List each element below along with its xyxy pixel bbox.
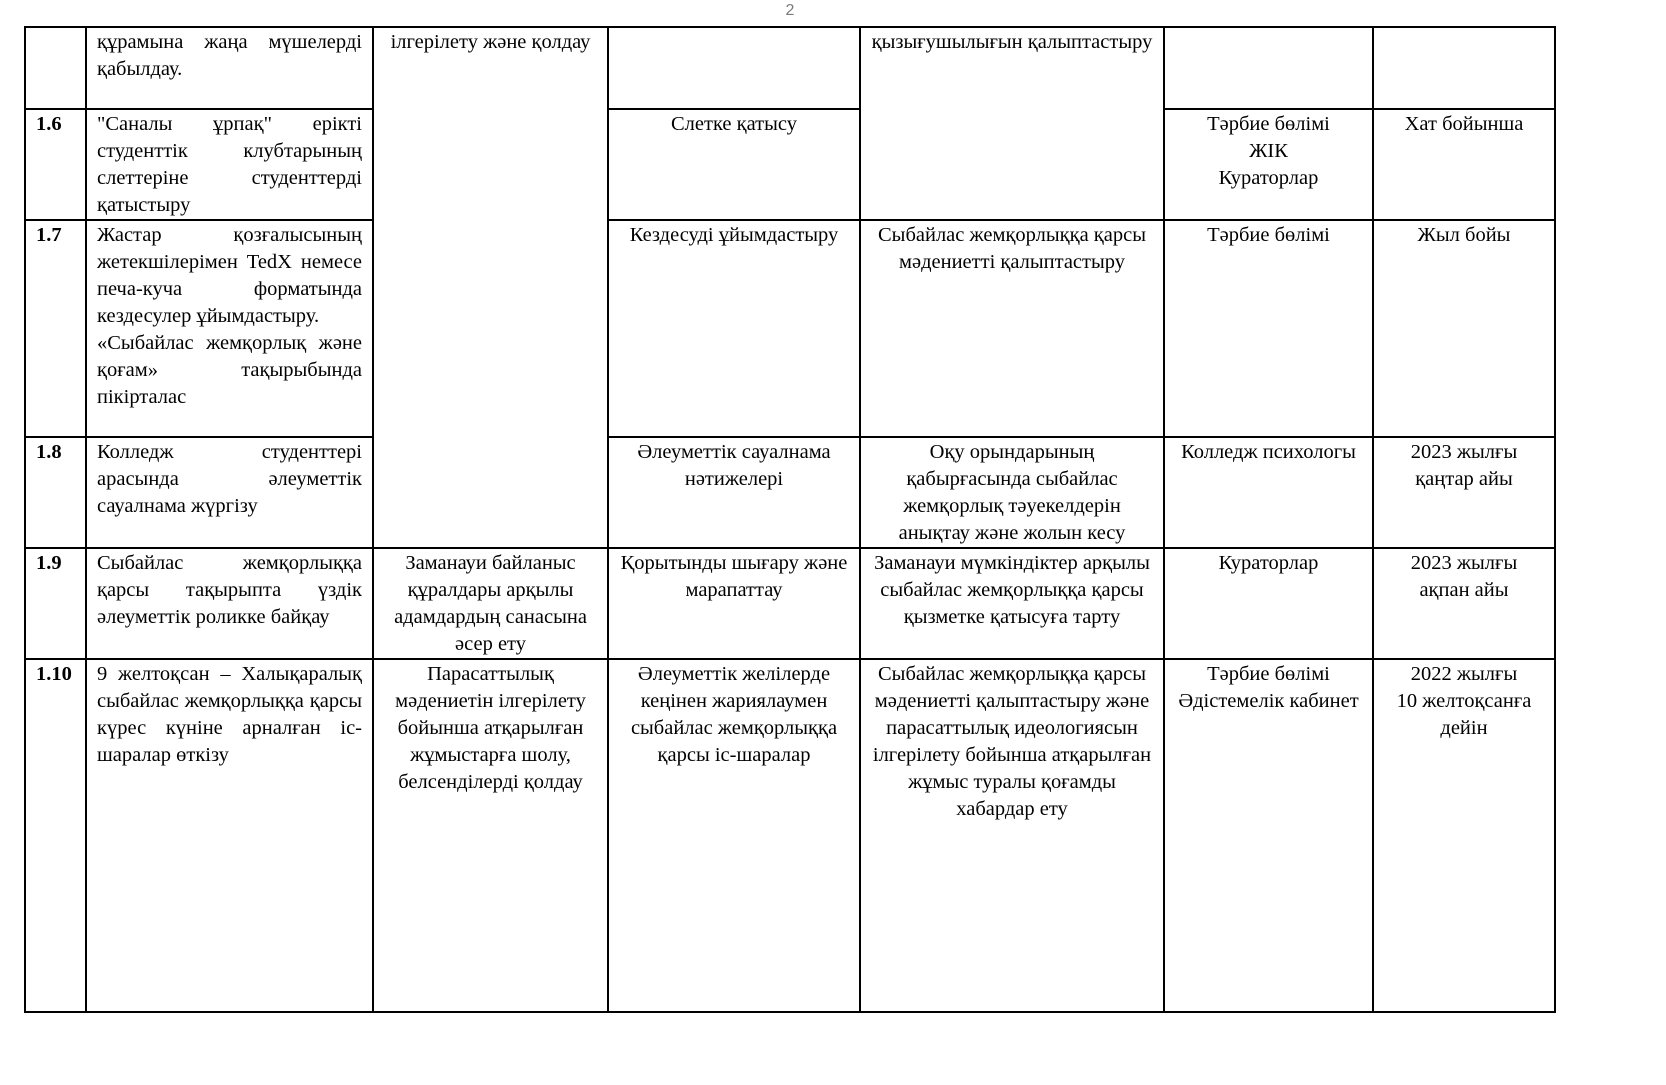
table-row (25, 548, 1555, 659)
row-number-cell: 1.9 (25, 548, 86, 659)
deadline-cell: Жыл бойы (1373, 220, 1555, 437)
form-cell: Әлеуметтік сауалнама нәтижелері (608, 437, 860, 548)
deadline-cell: 2023 жылғы қаңтар айы (1373, 437, 1555, 548)
deadline-cell (1373, 27, 1555, 109)
responsible-cell: Колледж психологы (1164, 437, 1373, 548)
event-cell: 9 желтоқсан – Халықаралық сыбайлас жемқорлыққа қарсы күрес күніне арналған іс-шаралар өткізу (86, 659, 373, 1012)
form-cell: Кездесуді ұйымдастыру (608, 220, 860, 437)
table-row (25, 27, 1555, 109)
table-row (25, 109, 1555, 220)
responsible-cell: Кураторлар (1164, 548, 1373, 659)
goal-cell: Заманауи байланыс құралдары арқылы адамдардың санасына әсер ету (373, 548, 608, 659)
event-cell: Жастар қозғалысының жетекшілерімен TedX немесе печа-куча форматында кездесулер ұйымдастыру. «Сыбайлас жемқорлық және қоғам» тақырыбында пікірталас (86, 220, 373, 437)
table-row (25, 659, 1555, 1012)
responsible-cell (1164, 27, 1373, 109)
action-plan-table (24, 26, 1556, 1013)
responsible-cell: Тәрбие бөлімі (1164, 220, 1373, 437)
deadline-cell: 2022 жылғы 10 желтоқсанға дейін (1373, 659, 1555, 1012)
row-number-cell: 1.7 (25, 220, 86, 437)
result-cell: Сыбайлас жемқорлыққа қарсы мәдениетті қалыптастыру (860, 220, 1164, 437)
row-number-cell: 1.10 (25, 659, 86, 1012)
page-number: 2 (785, 2, 795, 19)
row-number-cell (25, 27, 86, 109)
goal-cell: ілгерілету және қолдау (373, 27, 608, 548)
form-cell: Әлеуметтік желілерде кеңінен жариялаумен сыбайлас жемқорлыққа қарсы іс-шаралар (608, 659, 860, 1012)
deadline-cell: Хат бойынша (1373, 109, 1555, 220)
goal-cell: Парасаттылық мәдениетін ілгерілету бойынша атқарылған жұмыстарға шолу, белсенділерді қолдау (373, 659, 608, 1012)
result-cell: Оқу орындарының қабырғасында сыбайлас жемқорлық тәуекелдерін анықтау және жолын кесу (860, 437, 1164, 548)
responsible-cell: Тәрбие бөлімі ЖІК Кураторлар (1164, 109, 1373, 220)
deadline-cell: 2023 жылғы ақпан айы (1373, 548, 1555, 659)
table-row (25, 220, 1555, 437)
event-cell: Сыбайлас жемқорлыққа қарсы тақырыпта үздік әлеуметтік роликке байқау (86, 548, 373, 659)
result-cell: Заманауи мүмкіндіктер арқылы сыбайлас жемқорлыққа қарсы қызметке қатысуға тарту (860, 548, 1164, 659)
result-cell: Сыбайлас жемқорлыққа қарсы мәдениетті қалыптастыру және парасаттылық идеологиясын ілгерілету бойынша атқарылған жұмыс туралы қоғамды хабардар ету (860, 659, 1164, 1012)
row-number-cell: 1.8 (25, 437, 86, 548)
form-cell: Қорытынды шығару және марапаттау (608, 548, 860, 659)
form-cell: Слетке қатысу (608, 109, 860, 220)
form-cell (608, 27, 860, 109)
event-cell: Колледж студенттері арасында әлеуметтік сауалнама жүргізу (86, 437, 373, 548)
row-number-cell: 1.6 (25, 109, 86, 220)
result-cell: қызығушылығын қалыптастыру (860, 27, 1164, 220)
table-row (25, 437, 1555, 548)
responsible-cell: Тәрбие бөлімі Әдістемелік кабинет (1164, 659, 1373, 1012)
event-cell: "Саналы ұрпақ" ерікті студенттік клубтарының слеттеріне студенттерді қатыстыру (86, 109, 373, 220)
event-cell: құрамына жаңа мүшелерді қабылдау. (86, 27, 373, 109)
